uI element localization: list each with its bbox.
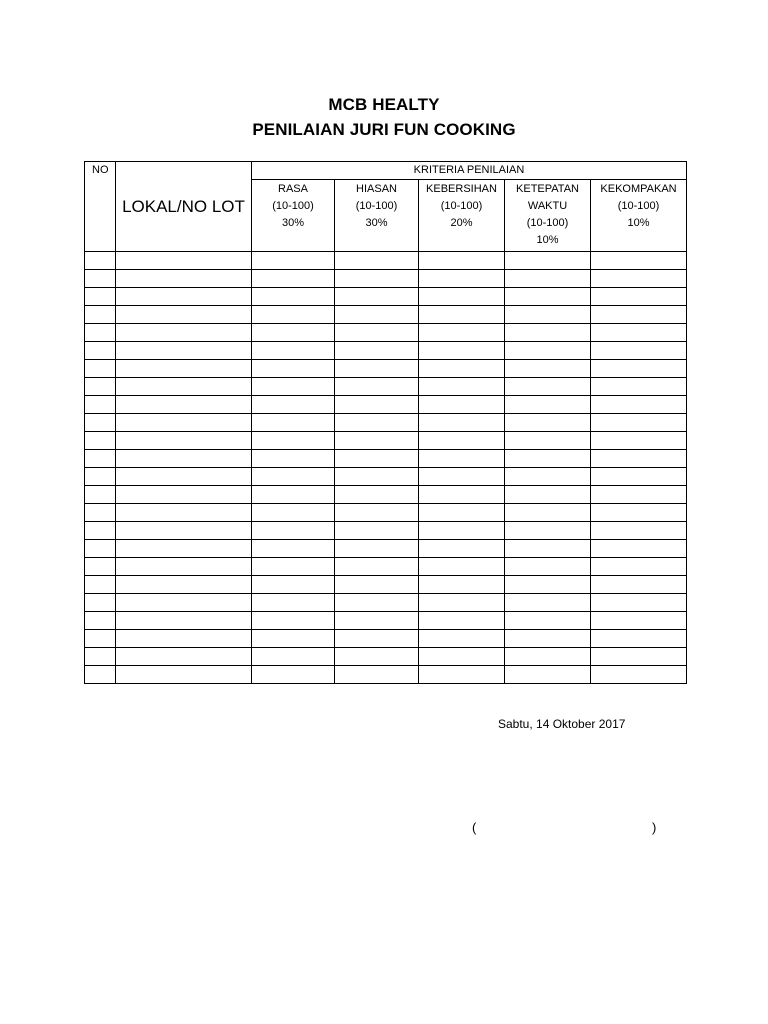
table-cell [335, 504, 419, 522]
table-cell [419, 648, 505, 666]
table-cell [116, 612, 252, 630]
table-cell [85, 432, 116, 450]
table-cell [419, 666, 505, 684]
table-cell [85, 324, 116, 342]
table-cell [419, 414, 505, 432]
table-row [85, 648, 687, 666]
table-cell [85, 468, 116, 486]
table-cell [85, 522, 116, 540]
table-cell [591, 306, 687, 324]
table-cell [419, 396, 505, 414]
table-row [85, 594, 687, 612]
table-row [85, 342, 687, 360]
table-cell [252, 648, 335, 666]
criteria-ketepatan-waktu [505, 180, 591, 252]
table-cell [335, 270, 419, 288]
table-cell [419, 594, 505, 612]
signature-open-paren: ( [472, 820, 477, 835]
table-cell [419, 612, 505, 630]
table-cell [85, 450, 116, 468]
table-cell [591, 648, 687, 666]
table-cell [505, 324, 591, 342]
table-row [85, 288, 687, 306]
table-cell [505, 576, 591, 594]
table-cell [116, 360, 252, 378]
table-cell [252, 666, 335, 684]
table-cell [591, 612, 687, 630]
table-cell [335, 360, 419, 378]
table-cell [252, 450, 335, 468]
table-cell [252, 252, 335, 270]
criteria-range: (10-100) [526, 217, 569, 229]
table-cell [505, 504, 591, 522]
table-cell [591, 540, 687, 558]
table-cell [335, 630, 419, 648]
document-subtitle: PENILAIAN JURI FUN COOKING [252, 120, 516, 139]
table-cell [252, 486, 335, 504]
header-kriteria: KRITERIA PENILAIAN [252, 162, 687, 180]
table-cell [419, 324, 505, 342]
table-cell [419, 306, 505, 324]
table-cell [591, 504, 687, 522]
table-cell [335, 252, 419, 270]
table-cell [505, 288, 591, 306]
table-cell [335, 594, 419, 612]
table-cell [116, 468, 252, 486]
table-row [85, 468, 687, 486]
table-row [85, 378, 687, 396]
table-cell [252, 378, 335, 396]
table-cell [505, 252, 591, 270]
table-row [85, 270, 687, 288]
table-cell [116, 252, 252, 270]
table-cell [85, 378, 116, 396]
table-cell [335, 342, 419, 360]
table-cell [85, 612, 116, 630]
table-cell [505, 270, 591, 288]
criteria-range: (10-100) [272, 200, 314, 212]
table-cell [85, 630, 116, 648]
table-cell [591, 378, 687, 396]
table-row [85, 522, 687, 540]
table-cell [252, 612, 335, 630]
table-cell [252, 558, 335, 576]
table-cell [116, 450, 252, 468]
table-cell [85, 396, 116, 414]
table-cell [85, 306, 116, 324]
table-cell [419, 360, 505, 378]
table-cell [505, 648, 591, 666]
table-cell [419, 252, 505, 270]
table-cell [116, 594, 252, 612]
table-cell [335, 306, 419, 324]
table-cell [505, 360, 591, 378]
table-cell [419, 576, 505, 594]
table-cell [85, 540, 116, 558]
table-cell [505, 630, 591, 648]
table-cell [116, 630, 252, 648]
table-cell [591, 360, 687, 378]
table-cell [252, 504, 335, 522]
table-cell [591, 450, 687, 468]
table-cell [505, 666, 591, 684]
score-table [84, 161, 687, 684]
table-cell [85, 594, 116, 612]
table-cell [252, 396, 335, 414]
table-cell [419, 378, 505, 396]
table-cell [505, 432, 591, 450]
table-cell [419, 468, 505, 486]
criteria-name: KEBERSIHAN [426, 183, 497, 195]
table-cell [591, 432, 687, 450]
table-cell [419, 270, 505, 288]
table-cell [116, 666, 252, 684]
table-cell [505, 450, 591, 468]
criteria-range: (10-100) [440, 200, 483, 212]
criteria-kekompakan [591, 180, 687, 252]
table-cell [419, 504, 505, 522]
table-cell [419, 630, 505, 648]
table-cell [335, 558, 419, 576]
document-title: MCB HEALTY [328, 95, 440, 114]
criteria-kebersihan [419, 180, 505, 252]
table-cell [116, 504, 252, 522]
table-cell [335, 522, 419, 540]
table-cell [591, 270, 687, 288]
table-row [85, 576, 687, 594]
table-cell [85, 504, 116, 522]
criteria-range: (10-100) [617, 200, 660, 212]
criteria-hiasan [335, 180, 419, 252]
table-cell [419, 450, 505, 468]
table-cell [591, 342, 687, 360]
table-cell [335, 414, 419, 432]
table-row [85, 486, 687, 504]
table-row [85, 504, 687, 522]
table-cell [335, 432, 419, 450]
table-cell [591, 288, 687, 306]
table-cell [252, 630, 335, 648]
table-cell [85, 414, 116, 432]
criteria-name: RASA [278, 183, 308, 195]
table-cell [116, 270, 252, 288]
table-cell [335, 648, 419, 666]
criteria-name: KEKOMPAKAN [600, 183, 677, 195]
table-cell [116, 648, 252, 666]
table-row [85, 306, 687, 324]
table-cell [419, 342, 505, 360]
table-cell [591, 396, 687, 414]
table-cell [252, 540, 335, 558]
table-cell [252, 288, 335, 306]
table-cell [335, 324, 419, 342]
table-cell [505, 558, 591, 576]
table-cell [419, 522, 505, 540]
table-cell [116, 342, 252, 360]
table-cell [591, 576, 687, 594]
table-cell [505, 342, 591, 360]
table-cell [591, 522, 687, 540]
table-cell [505, 594, 591, 612]
table-row [85, 324, 687, 342]
table-cell [505, 486, 591, 504]
table-cell [591, 414, 687, 432]
table-cell [252, 360, 335, 378]
table-cell [116, 324, 252, 342]
table-cell [85, 648, 116, 666]
table-cell [116, 576, 252, 594]
table-cell [419, 558, 505, 576]
table-cell [505, 414, 591, 432]
table-cell [85, 558, 116, 576]
table-cell [335, 468, 419, 486]
table-cell [335, 486, 419, 504]
table-cell [116, 306, 252, 324]
table-cell [505, 396, 591, 414]
table-cell [116, 432, 252, 450]
table-cell [505, 612, 591, 630]
table-cell [116, 558, 252, 576]
table-row [85, 432, 687, 450]
criteria-name: HIASAN [356, 183, 397, 195]
table-cell [252, 576, 335, 594]
criteria-weight: 20% [450, 217, 473, 229]
table-cell [252, 594, 335, 612]
table-cell [591, 594, 687, 612]
table-cell [252, 432, 335, 450]
table-row [85, 414, 687, 432]
table-cell [505, 522, 591, 540]
table-cell [335, 540, 419, 558]
table-cell [116, 396, 252, 414]
table-cell [505, 540, 591, 558]
table-cell [591, 666, 687, 684]
criteria-weight: 10% [536, 234, 559, 246]
table-cell [116, 288, 252, 306]
table-row [85, 612, 687, 630]
criteria-weight: 10% [627, 217, 650, 229]
table-cell [335, 288, 419, 306]
table-cell [85, 666, 116, 684]
criteria-weight: 30% [365, 217, 388, 229]
table-cell [591, 252, 687, 270]
table-cell [335, 378, 419, 396]
header-lokal: LOKAL/NO LOT [116, 162, 252, 252]
table-cell [591, 486, 687, 504]
table-row [85, 360, 687, 378]
criteria-name: KETEPATAN WAKTU [516, 183, 579, 212]
table-cell [85, 576, 116, 594]
table-cell [252, 342, 335, 360]
table-cell [419, 486, 505, 504]
table-cell [591, 468, 687, 486]
criteria-rasa [252, 180, 335, 252]
header-no: NO [85, 162, 116, 252]
table-cell [335, 576, 419, 594]
table-cell [252, 414, 335, 432]
table-cell [252, 306, 335, 324]
table-cell [591, 558, 687, 576]
table-cell [252, 324, 335, 342]
table-cell [252, 468, 335, 486]
table-cell [335, 450, 419, 468]
table-row [85, 666, 687, 684]
table-cell [335, 612, 419, 630]
table-cell [116, 522, 252, 540]
table-cell [116, 414, 252, 432]
table-cell [85, 486, 116, 504]
table-cell [85, 342, 116, 360]
table-cell [419, 540, 505, 558]
table-cell [85, 270, 116, 288]
table-cell [591, 324, 687, 342]
table-row [85, 540, 687, 558]
table-cell [591, 630, 687, 648]
table-row [85, 252, 687, 270]
table-cell [505, 306, 591, 324]
criteria-range: (10-100) [355, 200, 398, 212]
table-cell [116, 540, 252, 558]
table-cell [252, 270, 335, 288]
table-cell [85, 288, 116, 306]
table-cell [116, 378, 252, 396]
table-row [85, 630, 687, 648]
table-cell [85, 252, 116, 270]
document-date: Sabtu, 14 Oktober 2017 [498, 717, 626, 731]
signature-close-paren: ) [652, 820, 657, 835]
table-cell [419, 432, 505, 450]
table-cell [505, 378, 591, 396]
table-cell [335, 666, 419, 684]
table-row [85, 396, 687, 414]
table-cell [252, 522, 335, 540]
table-cell [85, 360, 116, 378]
criteria-weight: 30% [281, 217, 305, 229]
table-cell [419, 288, 505, 306]
table-cell [505, 468, 591, 486]
table-cell [335, 396, 419, 414]
table-row [85, 450, 687, 468]
table-row [85, 558, 687, 576]
table-cell [116, 486, 252, 504]
